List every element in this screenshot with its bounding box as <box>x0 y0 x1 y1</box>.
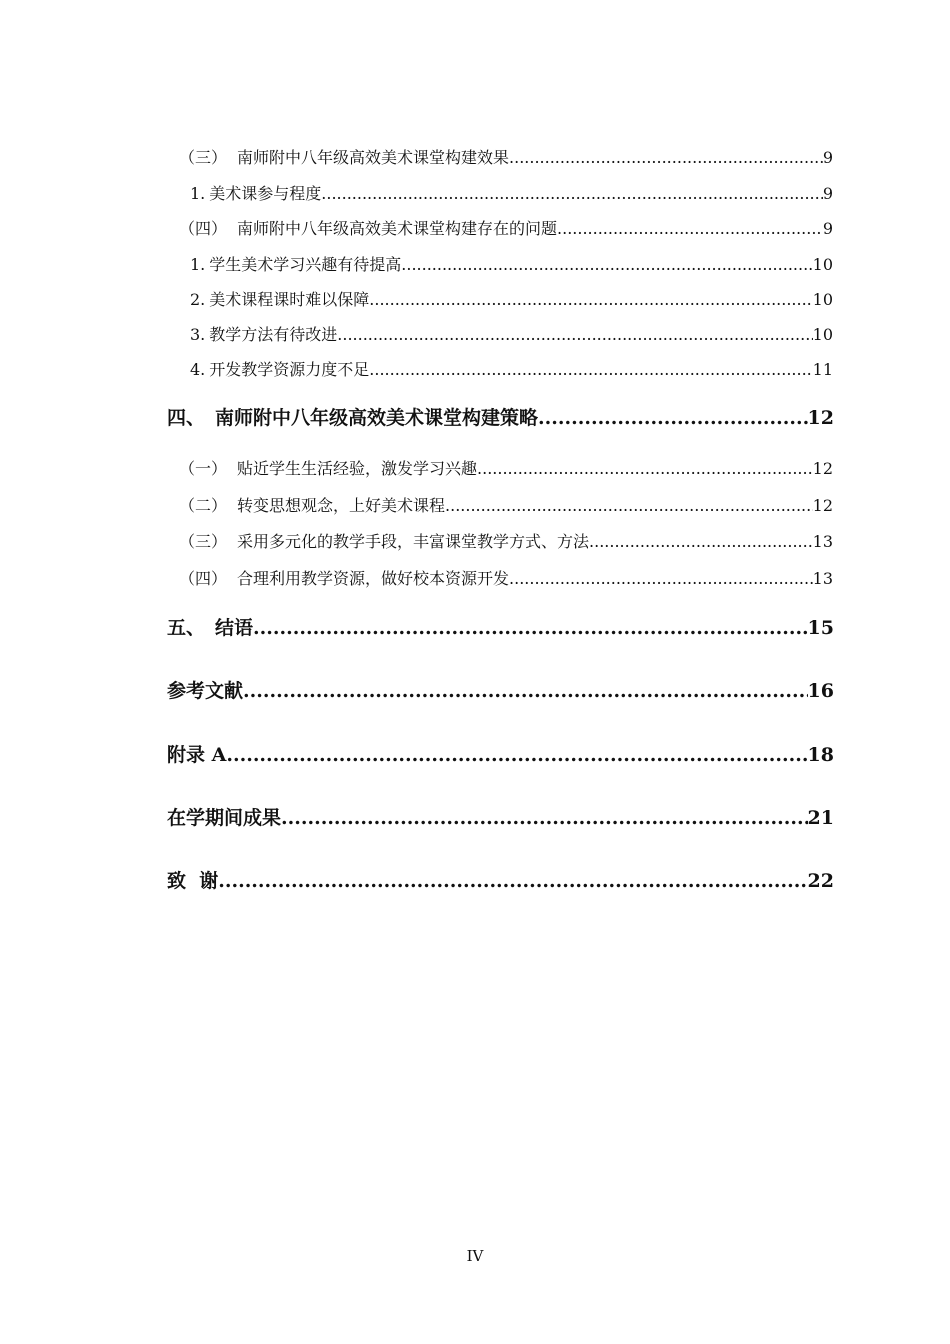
page-number: IV <box>466 1247 484 1265</box>
toc-entry-number: 2. <box>190 290 206 309</box>
toc-entry-title: 致 谢 <box>167 870 219 892</box>
dot-leader <box>226 742 807 768</box>
toc-entry[interactable] <box>179 458 833 480</box>
toc-entry[interactable] <box>190 183 833 205</box>
dot-leader <box>477 458 813 480</box>
toc-entry-title: 附录 A <box>167 744 227 766</box>
toc-entry-page: 10 <box>812 255 833 274</box>
dot-leader <box>557 218 823 240</box>
toc-entry-number: 1. <box>190 184 206 203</box>
toc-entry-title: 美术课程课时难以保障 <box>209 290 370 309</box>
dot-leader <box>281 805 808 831</box>
dot-leader <box>218 868 807 894</box>
toc-entry-page: 12 <box>807 407 834 429</box>
toc-chapter-entry[interactable] <box>167 615 834 641</box>
toc-entry-title: 南师附中八年级高效美术课堂构建效果 <box>237 148 510 167</box>
toc-entry-title: 开发教学资源力度不足 <box>209 360 370 379</box>
toc-entry[interactable] <box>190 289 833 311</box>
toc-entry[interactable] <box>179 568 833 590</box>
toc-entry-number: 4. <box>190 360 206 379</box>
toc-entry-page: 11 <box>812 360 833 379</box>
toc-entry-number: （三） <box>179 148 228 167</box>
toc-entry-title: 转变思想观念，上好美术课程 <box>237 496 446 515</box>
toc-entry-number: （二） <box>179 496 228 515</box>
dot-leader <box>243 678 808 704</box>
toc-entry-title: 教学方法有待改进 <box>209 325 338 344</box>
toc-entry-page: 9 <box>822 148 833 167</box>
toc-entry-number: 3. <box>190 325 206 344</box>
dot-leader <box>509 147 823 169</box>
toc-entry-number: （三） <box>179 532 228 551</box>
dot-leader <box>589 531 813 553</box>
toc-chapter-entry[interactable] <box>167 742 834 768</box>
toc-entry-title: 南师附中八年级高效美术课堂构建存在的问题 <box>237 219 558 238</box>
toc-entry-page: 13 <box>812 569 833 588</box>
toc-chapter-entry[interactable] <box>167 868 834 894</box>
dot-leader <box>445 495 813 517</box>
toc-entry-title: 在学期间成果 <box>167 807 282 829</box>
toc-entry-page: 18 <box>807 744 834 766</box>
toc-entry-title: 采用多元化的教学手段，丰富课堂教学方式、方法 <box>237 532 590 551</box>
toc-chapter-entry[interactable] <box>167 405 834 431</box>
toc-entry-title: 贴近学生生活经验，激发学习兴趣 <box>237 459 478 478</box>
toc-entry-page: 13 <box>812 532 833 551</box>
dot-leader <box>369 359 812 381</box>
toc-entry[interactable] <box>179 531 833 553</box>
toc-entry-number: 五、 <box>167 617 206 639</box>
toc-entry-number: （四） <box>179 219 228 238</box>
toc-entry-page: 12 <box>812 496 833 515</box>
toc-entry-page: 15 <box>807 617 834 639</box>
toc-entry[interactable] <box>190 324 833 346</box>
toc-entry[interactable] <box>190 359 833 381</box>
toc-entry-title: 美术课参与程度 <box>209 184 322 203</box>
toc-entry-page: 10 <box>812 325 833 344</box>
toc-entry-title: 学生美术学习兴趣有待提高 <box>209 255 402 274</box>
toc-chapter-entry[interactable] <box>167 805 834 831</box>
toc-entry-title: 参考文献 <box>167 680 244 702</box>
toc-entry-page: 9 <box>822 184 833 203</box>
dot-leader <box>321 183 823 205</box>
toc-entry-title: 南师附中八年级高效美术课堂构建策略 <box>215 407 539 429</box>
toc-entry-title: 结语 <box>215 617 254 639</box>
dot-leader <box>337 324 812 346</box>
toc-entry-page: 12 <box>812 459 833 478</box>
dot-leader <box>253 615 808 641</box>
dot-leader <box>369 289 812 311</box>
toc-entry-number: 四、 <box>167 407 206 429</box>
toc-entry-page: 16 <box>807 680 834 702</box>
toc-entry[interactable] <box>179 147 833 169</box>
toc-entry-title: 合理利用教学资源，做好校本资源开发 <box>237 569 510 588</box>
toc-entry-page: 21 <box>807 807 834 829</box>
toc-entry[interactable] <box>179 218 833 240</box>
toc-entry[interactable] <box>190 254 833 276</box>
toc-entry-number: 1. <box>190 255 206 274</box>
dot-leader <box>401 254 812 276</box>
toc-entry-page: 10 <box>812 290 833 309</box>
toc-entry-page: 22 <box>807 870 834 892</box>
toc-entry-page: 9 <box>822 219 833 238</box>
dot-leader <box>509 568 813 590</box>
toc-chapter-entry[interactable] <box>167 678 834 704</box>
dot-leader <box>538 405 808 431</box>
toc-entry-number: （四） <box>179 569 228 588</box>
toc-entry[interactable] <box>179 495 833 517</box>
toc-entry-number: （一） <box>179 459 228 478</box>
